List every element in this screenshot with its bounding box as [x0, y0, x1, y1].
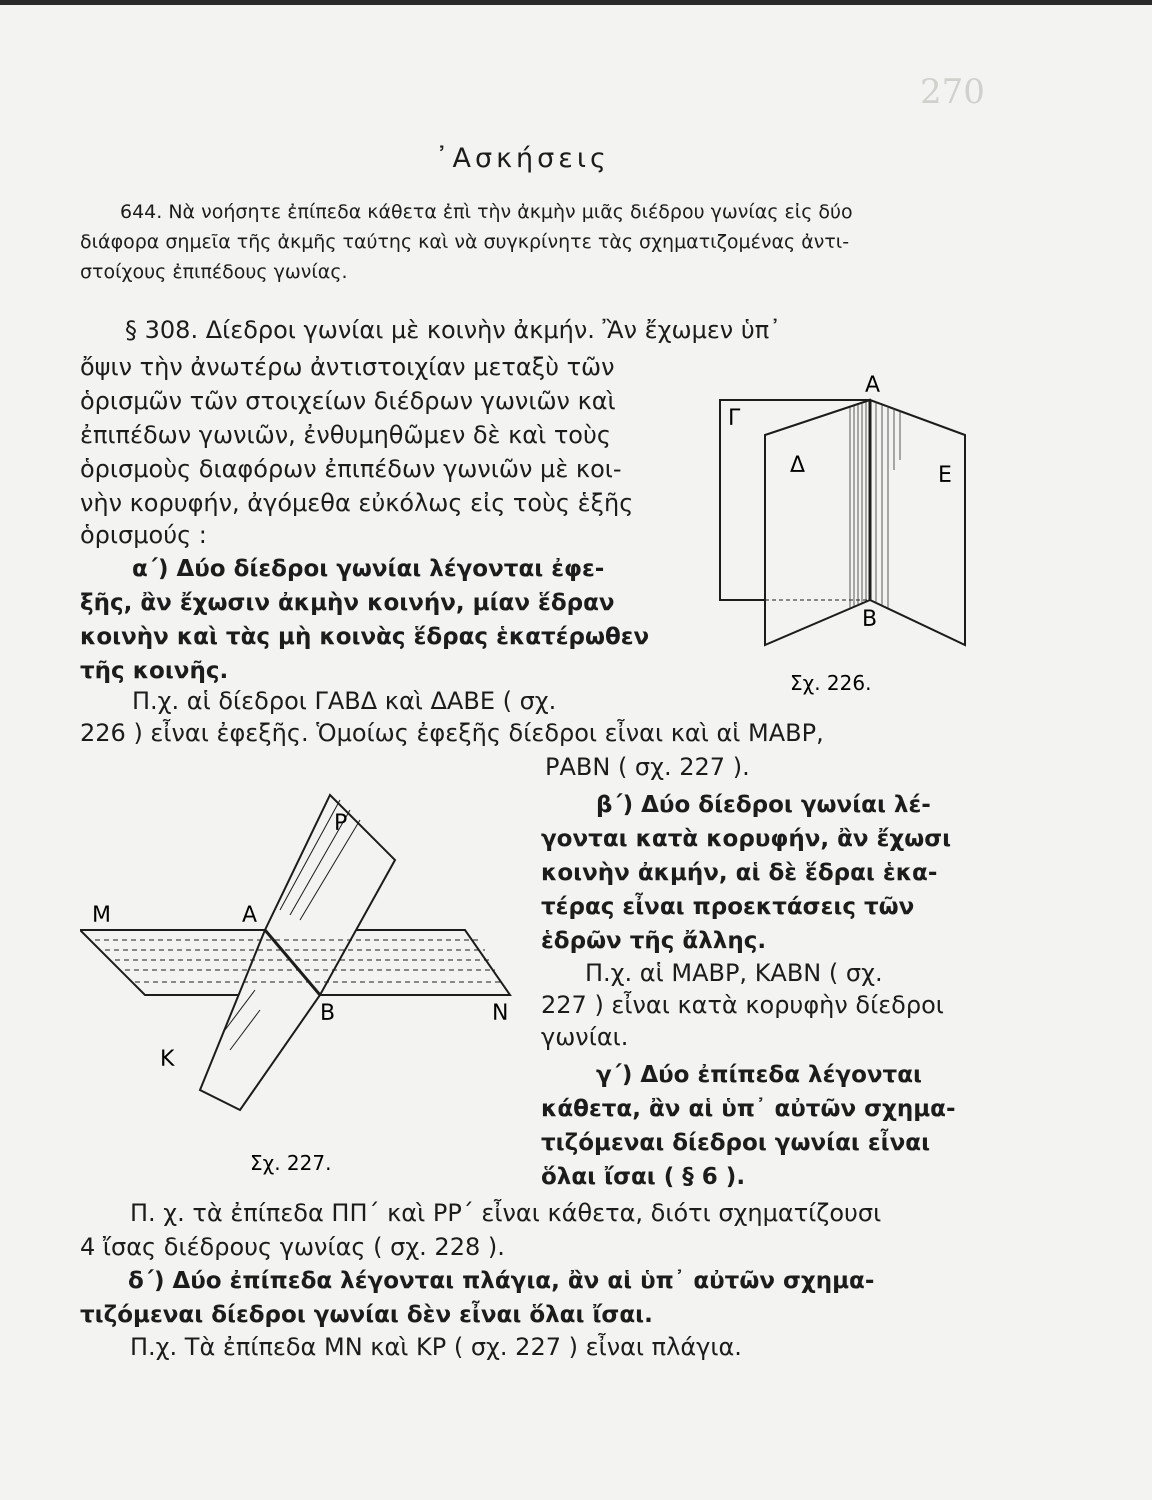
example-beta-line: Π.χ. αἱ ΜΑΒΡ, ΚΑΒΝ ( σχ.	[585, 959, 883, 987]
label-gamma: Γ	[728, 406, 741, 431]
example-beta-line: γωνίαι.	[541, 1023, 629, 1051]
def-delta-line: δ΄) Δύο ἐπίπεδα λέγονται πλάγια, ἂν αἱ ὑπ᾿ αὐτῶν σχημα-	[128, 1268, 875, 1294]
example-alpha-line: 226 ) εἶναι ἐφεξῆς. Ὁμοίως ἐφεξῆς δίεδροι εἶναι καὶ αἱ ΜΑΒΡ,	[80, 719, 824, 747]
exercise-644-line-2: διάφορα σημεῖα τῆς ἀκμῆς ταύτης καὶ νὰ συγκρίνητε τὰς σχηματιζομένας ἀντι-	[80, 231, 850, 253]
def-alpha-line: α΄) Δύο δίεδροι γωνίαι λέγονται ἐφε-	[132, 556, 605, 582]
example-gamma-line: Π. χ. τὰ ἐπίπεδα ΠΠ΄ καὶ ΡΡ΄ εἶναι κάθετα, διότι σχηματίζουσι	[130, 1199, 882, 1227]
label-delta: Δ	[790, 453, 806, 478]
faded-page-number: 270	[920, 72, 985, 112]
label-m: Μ	[92, 903, 111, 928]
label-b: Β	[862, 607, 878, 632]
def-beta-line: τέρας εἶναι προεκτάσεις τῶν	[541, 894, 915, 920]
figure-227-caption: Σχ. 227.	[250, 1151, 332, 1175]
section-308-line: νὴν κορυφήν, ἀγόμεθα εὐκόλως εἰς τοὺς ἑξῆς	[80, 489, 634, 517]
def-beta-line: β΄) Δύο δίεδροι γωνίαι λέ-	[596, 792, 931, 818]
def-delta-line: τιζόμεναι δίεδροι γωνίαι δὲν εἶναι ὅλαι ἴσαι.	[80, 1302, 653, 1328]
def-beta-line: ἑδρῶν τῆς ἄλλης.	[541, 928, 767, 954]
label-n: Ν	[492, 1001, 509, 1026]
def-gamma-line: τιζόμεναι δίεδροι γωνίαι εἶναι	[541, 1130, 931, 1156]
def-alpha-line: κοινὴν καὶ τὰς μὴ κοινὰς ἕδρας ἑκατέρωθεν	[80, 624, 650, 650]
label-p: Ρ	[334, 811, 348, 836]
section-308-line: ὁρισμούς :	[80, 521, 207, 549]
def-alpha-line: ξῆς, ἂν ἔχωσιν ἀκμὴν κοινήν, μίαν ἕδραν	[80, 590, 615, 616]
label-a: Α	[865, 373, 881, 398]
example-alpha-line: ΡΑΒΝ ( σχ. 227 ).	[545, 753, 750, 781]
def-alpha-line: τῆς κοινῆς.	[80, 658, 229, 684]
label-b: Β	[320, 1001, 336, 1026]
example-alpha-line: Π.χ. αἱ δίεδροι ΓΑΒΔ καὶ ΔΑΒΕ ( σχ.	[132, 687, 557, 715]
plane-epsilon	[870, 400, 965, 645]
exercise-644-line-3: στοίχους ἐπιπέδους γωνίας.	[80, 261, 348, 283]
example-delta-line: Π.χ. Τὰ ἐπίπεδα ΜΝ καὶ ΚΡ ( σχ. 227 ) εἶναι πλάγια.	[130, 1333, 742, 1361]
def-gamma-line: κάθετα, ἂν αἱ ὑπ᾿ αὐτῶν σχημα-	[541, 1096, 956, 1122]
label-epsilon: Ε	[938, 463, 952, 488]
section-308-line: ὁρισμοὺς διαφόρων ἐπιπέδων γωνιῶν μὲ κοι-	[80, 455, 622, 483]
figure-227	[80, 790, 530, 1180]
figure-226	[700, 360, 990, 700]
section-heading: ᾿Ασκήσεις	[435, 143, 610, 174]
section-308-line: ὄψιν τὴν ἀνωτέρω ἀντιστοιχίαν μεταξὺ τῶν	[80, 353, 615, 381]
top-edge	[0, 0, 1152, 5]
def-gamma-line: γ΄) Δύο ἐπίπεδα λέγονται	[596, 1062, 922, 1088]
example-beta-line: 227 ) εἶναι κατὰ κορυφὴν δίεδροι	[541, 991, 944, 1019]
figure-226-caption: Σχ. 226.	[790, 671, 872, 695]
def-beta-line: γονται κατὰ κορυφήν, ἂν ἔχωσι	[541, 826, 952, 852]
section-308-line: ἐπιπέδων γωνιῶν, ἐνθυμηθῶμεν δὲ καὶ τοὺς	[80, 421, 611, 449]
label-k: Κ	[160, 1047, 175, 1072]
label-a: Α	[242, 903, 258, 928]
def-beta-line: κοινὴν ἀκμήν, αἱ δὲ ἕδραι ἑκα-	[541, 860, 938, 886]
exercise-644-line-1: 644. Νὰ νοήσητε ἐπίπεδα κάθετα ἐπὶ τὴν ἀκμὴν μιᾶς διέδρου γωνίας εἰς δύο	[120, 201, 853, 223]
example-gamma-line: 4 ἴσας διέδρους γωνίας ( σχ. 228 ).	[80, 1233, 505, 1261]
section-308-title: § 308. Δίεδροι γωνίαι μὲ κοινὴν ἀκμήν. Ἂν ἔχωμεν ὑπ᾿	[125, 316, 782, 344]
def-gamma-line: ὅλαι ἴσαι ( § 6 ).	[541, 1164, 746, 1190]
section-308-line: ὁρισμῶν τῶν στοιχείων διέδρων γωνιῶν καὶ	[80, 387, 616, 415]
